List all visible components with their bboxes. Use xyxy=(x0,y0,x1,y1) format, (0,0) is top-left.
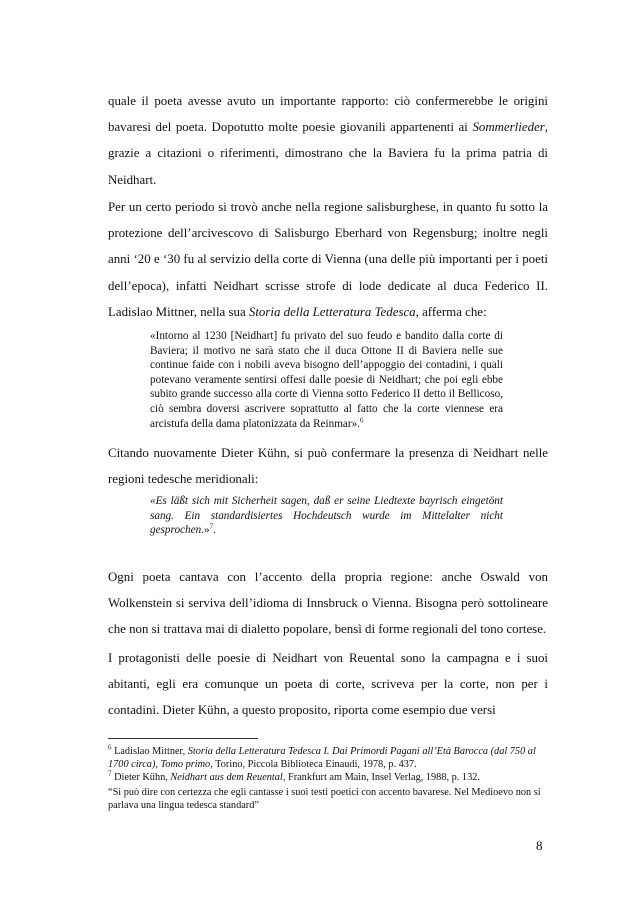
block-quote-2-close: » xyxy=(203,524,210,537)
footnote-6-number: 6 xyxy=(108,743,112,752)
paragraph-1-text: quale il poeta avesse avuto un importante rapporto: ciò confermerebbe le origini bavaresi del poeta. Dopotutto molte poesie giovanili appartenenti ai xyxy=(108,94,548,135)
paragraph-5-text: I protagonisti delle poesie di Neidhart von Reuental sono la campagna e i suoi abitanti, egli era comunque un poeta di corte, scriveva per la corte, non per i contadini. Dieter Kühn, a questo proposito, riporta come esempio due versi xyxy=(108,651,548,718)
page-number: 8 xyxy=(536,838,543,853)
footnote-6-details: , Torino, Piccola Biblioteca Einaudi, 1978, p. 437. xyxy=(210,759,417,770)
footnote-7-number: 7 xyxy=(108,769,112,778)
footnote-7-title: Neidhart aus dem Reuental xyxy=(170,772,283,783)
footnote-7-details: , Frankfurt am Main, Insel Verlag, 1988, p. 132. xyxy=(282,772,480,783)
block-quote-2-text: «Es läßt sich mit Sicherheit sagen, daß er seine Liedtexte bayrisch eingetönt sang. Ein standardisiertes Hochdeutsch wurde im Mittelalter nicht gesprochen. xyxy=(150,495,503,537)
paragraph-3 xyxy=(108,440,548,492)
paragraph-4-text: Ogni poeta cantava con l’accento della propria regione: anche Oswald von Wolkenstein si serviva dell’idioma di Innsbruck o Vienna. Bisogna però sottolineare che non si trattava mai di dialetto popolare, bensì di forme regionali del tono cortese. xyxy=(108,570,548,637)
paragraph-2 xyxy=(108,194,548,325)
footnote-7-author: Dieter Kühn, xyxy=(111,772,171,783)
block-quote-1 xyxy=(150,329,503,431)
footnote-separator xyxy=(108,738,258,739)
footnote-6 xyxy=(108,745,553,771)
block-quote-2-tail: . xyxy=(213,524,216,537)
paragraph-2-text-end: , afferma che: xyxy=(415,304,487,319)
paragraph-1-text-end: , grazie a citazioni o riferimenti, dimostrano che la Baviera fu la prima patria di Neidhart. xyxy=(108,120,548,187)
footnote-6-author: Ladislao Mittner, xyxy=(111,746,188,757)
paragraph-1-italic: Sommerlieder xyxy=(472,120,545,135)
footnote-7-translation: “Si può dire con certezza che egli cantasse i suoi testi poetici con accento bavarese. Nel Medioevo non si parlava una lingua tedesca standard” xyxy=(108,787,541,811)
paragraph-1 xyxy=(108,88,548,193)
footnote-6-title: Storia della Letteratura Tedesca I. Dai Primordi Pagani all’Età Barocca (dal 750 al 1700 circa), Tomo primo xyxy=(108,746,536,770)
block-quote-2 xyxy=(150,494,503,538)
block-quote-1-text: «Intorno al 1230 [Neidhart] fu privato del suo feudo e bandito dalla corte di Baviera; il motivo ne sarà stato che il duca Ottone II di Baviera nelle sue continue faide con i nobili aveva bisogno dell’appoggio dei contadini, i quali potevano veramente sentirsi offesi dalle poesie di Neidhart; che poi egli ebbe subito grande successo alla corte di Vienna sotto Federico II detto il Bellicoso, ciò sembra doversi ascrivere soprattutto al fatto che la corte viennese era arcistufa della dama platonizzata da Reinmar». xyxy=(150,330,503,430)
footnote-ref-7: 7 xyxy=(209,522,214,531)
paragraph-2-text: Per un certo periodo si trovò anche nella regione salisburghese, in quanto fu sotto la protezione dell’arcivescovo di Salisburgo Eberhard von Regensburg; inoltre negli anni ‘20 e ‘30 fu al servizio della corte di Vienna (una delle più importanti per i poeti dell’epoca), infatti Neidhart scrisse strofe di lode dedicate al duca Federico II. Ladislao Mittner, nella sua xyxy=(108,200,548,319)
paragraph-4 xyxy=(108,564,548,643)
footnote-7 xyxy=(108,771,553,784)
paragraph-5 xyxy=(108,645,548,724)
footnote-ref-6: 6 xyxy=(359,415,364,424)
paragraph-2-italic: Storia della Letteratura Tedesca xyxy=(248,304,416,319)
paragraph-3-text: Citando nuovamente Dieter Kühn, si può confermare la presenza di Neidhart nelle regioni tedesche meridionali: xyxy=(108,446,548,487)
